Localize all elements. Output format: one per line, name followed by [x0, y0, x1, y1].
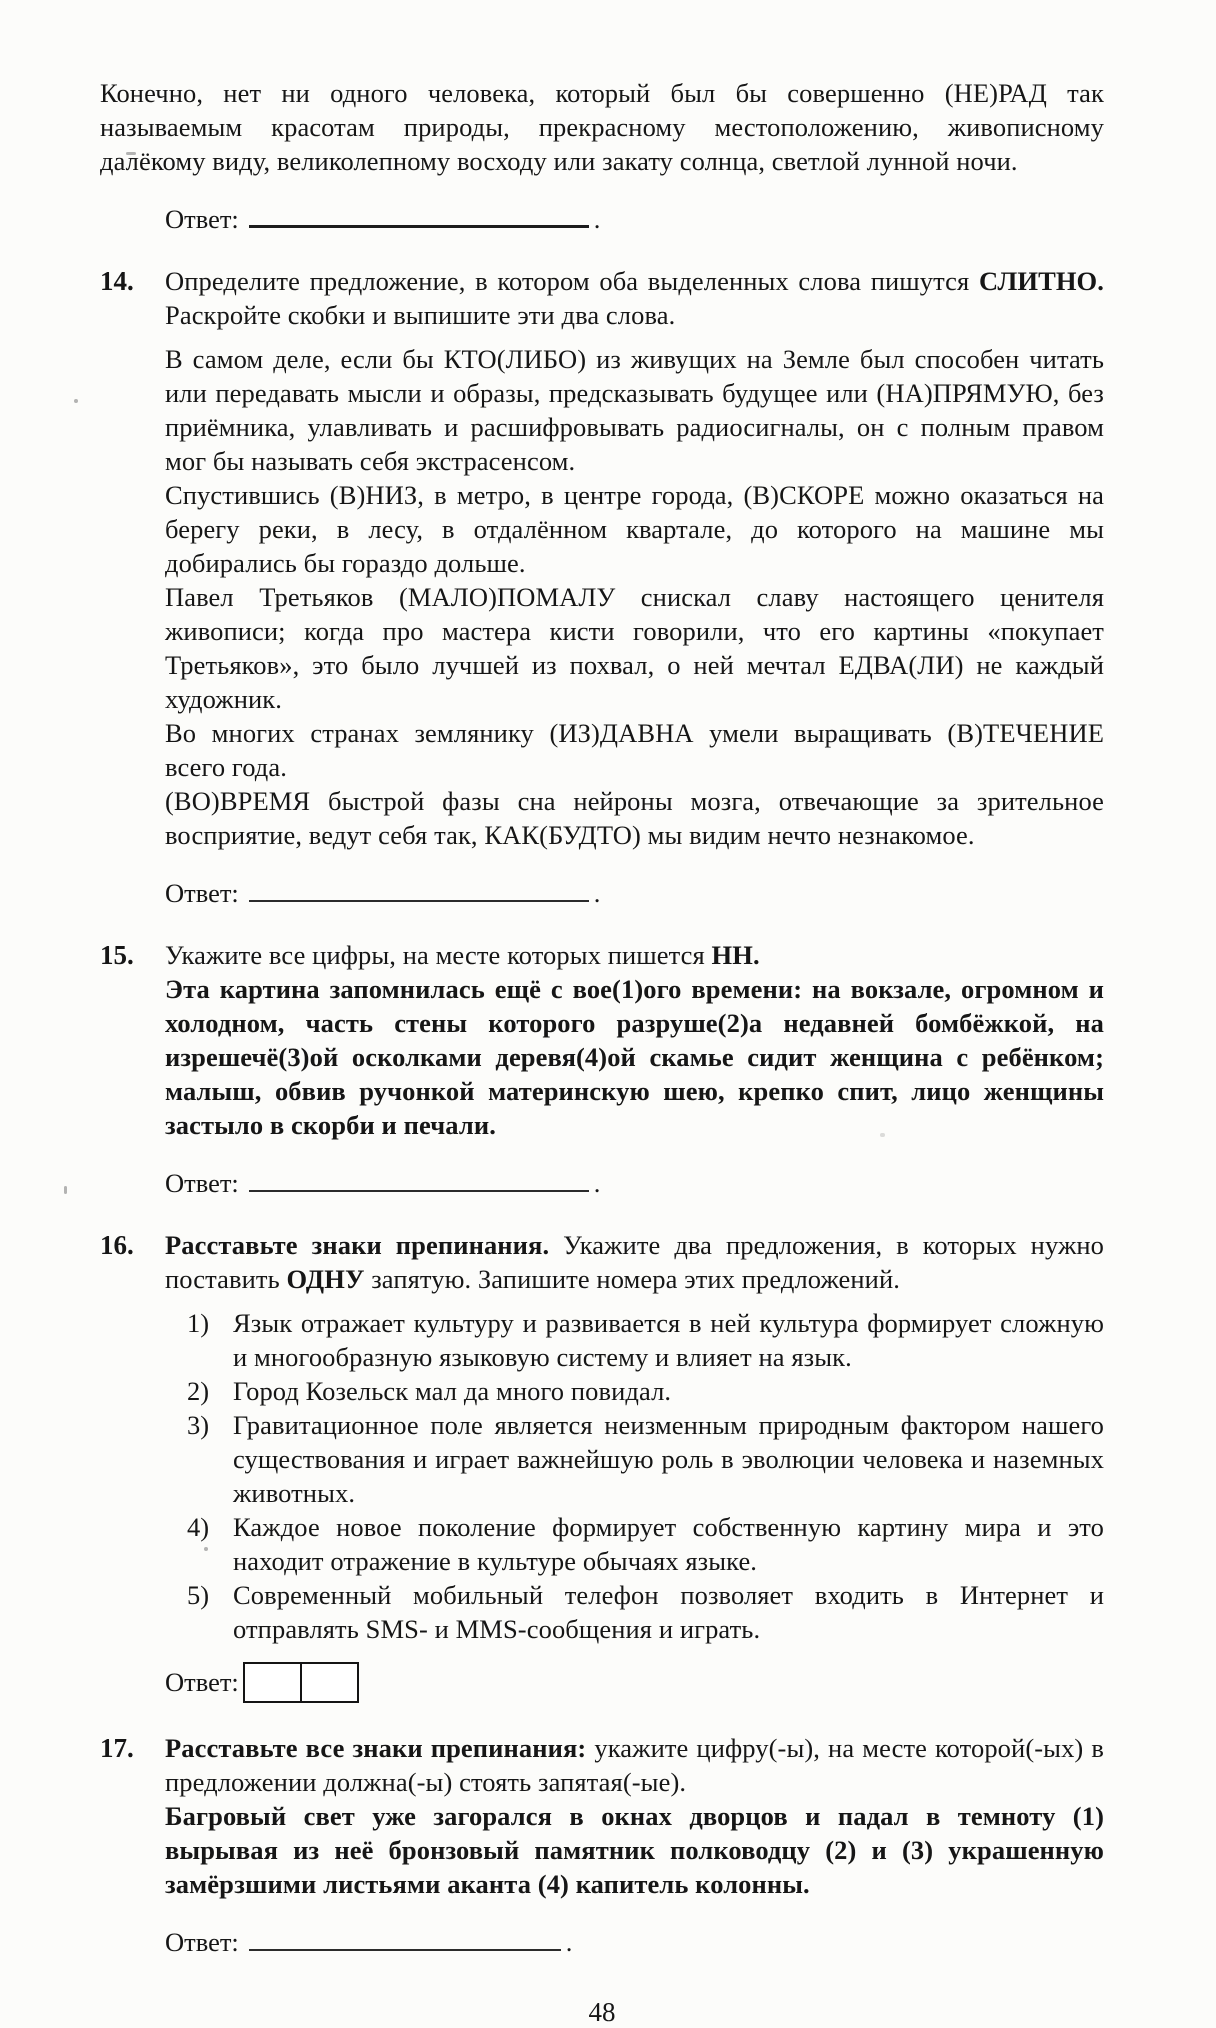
intro-paragraph: Конечно, нет ни одного человека, который был бы совершенно (НЕ)РАД так называемым красотам природы, прекрасному местоположению, живописному далёкому виду, великолепному восходу или закату солнца, светлой лунной ночи.: [100, 78, 1104, 176]
question-14-sentence: Во многих странах землянику (ИЗ)ДАВНА умели выращивать (В)ТЕЧЕНИЕ всего года.: [165, 718, 1104, 782]
option-text: Каждое новое поколение формирует собственную картину мира и это находит отражение в культуре обычаях языке.: [233, 1512, 1104, 1576]
answer-period: .: [565, 1927, 573, 1957]
question-14-number: 14.: [100, 266, 134, 296]
option-row: [187, 1510, 1104, 1578]
question-15-passage: Эта картина запомнилась ещё с вое(1)ого времени: на вокзале, огромном и холодном, часть стены которого разруше(2)а недавней бомбёжкой, на изрешечё(3)ой осколками деревя(4)ой скамье сидит женщина с ребёнком; малыш, обвив ручонкой материнскую шею, крепко спит, лицо женщины застыло в скорби и печали.: [165, 974, 1104, 1140]
answer-line-17: [165, 1925, 1104, 1959]
question-14-sentence: (ВО)ВРЕМЯ быстрой фазы сна нейроны мозга, отвечающие за зрительное восприятие, ведут себя так, КАК(БУДТО) мы видим нечто незнакомое.: [165, 786, 1104, 850]
answer-label: Ответ:: [165, 204, 239, 234]
option-number: 1): [187, 1308, 210, 1338]
question-14: [100, 264, 1104, 852]
page-number: 48: [588, 1997, 616, 2027]
answer-line-15: [165, 1166, 1104, 1200]
question-15: [100, 938, 1104, 1142]
question-17-number: 17.: [100, 1733, 134, 1763]
answer-cell: [245, 1664, 300, 1701]
page-content: [100, 76, 1104, 2028]
question-14-sentence: Спустившись (В)НИЗ, в метро, в центре города, (В)СКОРЕ можно оказаться на берегу реки, в лесу, в отдалённом квартале, до которого на машине мы добирались бы гораздо дольше.: [165, 480, 1104, 578]
scan-speck: [74, 399, 78, 403]
answer-line-16: [165, 1662, 1104, 1703]
answer-blank: [249, 1927, 561, 1951]
option-text: Гравитационное поле является неизменным природным фактором нашего существования и играет важнейшую роль в эволюции человека и наземных животных.: [233, 1410, 1104, 1508]
question-16-header: Расставьте знаки препинания. Укажите два предложения, в которых нужно поставить ОДНУ запятую. Запишите номера этих предложений.: [165, 1230, 1104, 1294]
option-row: [187, 1374, 1104, 1408]
question-17-header: Расставьте все знаки препинания: укажите цифру(-ы), на месте которой(-ых) в предложении должна(-ы) стоять запятая(-ые).: [165, 1733, 1104, 1797]
question-14-header: Определите предложение, в котором оба выделенных слова пишутся СЛИТНО. Раскройте скобки и выпишите эти два слова.: [165, 266, 1104, 330]
answer-period: .: [593, 204, 601, 234]
question-17: [100, 1731, 1104, 1901]
question-17-passage: Багровый свет уже загорался в окнах дворцов и падал в темноту (1) вырывая из неё бронзовый памятник полководцу (2) и (3) украшенную замёрзшими листьями аканта (4) капитель колонны.: [165, 1801, 1104, 1899]
option-row: [187, 1578, 1104, 1646]
option-text: Современный мобильный телефон позволяет входить в Интернет и отправлять SMS- и MMS-сообщения и играть.: [233, 1580, 1104, 1644]
option-number: 2): [187, 1376, 210, 1406]
question-14-sentence: Павел Третьяков (МАЛО)ПОМАЛУ снискал славу настоящего ценителя живописи; когда про мастера кисти говорили, что его картины «покупает Третьяков», это было лучшей из похвал, о ней мечтал ЕДВА(ЛИ) не каждый художник.: [165, 582, 1104, 714]
option-number: 4): [187, 1512, 210, 1542]
answer-cell: [300, 1664, 357, 1701]
option-row: [187, 1408, 1104, 1510]
answer-period: .: [593, 1168, 601, 1198]
question-14-sentence: В самом деле, если бы КТО(ЛИБО) из живущих на Земле был способен читать или передавать мысли и образы, предсказывать будущее или (НА)ПРЯМУЮ, без приёмника, улавливать и расшифровывать радиосигналы, он с полным правом мог бы называть себя экстрасенсом.: [165, 344, 1104, 476]
question-16: [100, 1228, 1104, 1646]
option-number: 3): [187, 1410, 210, 1440]
answer-line-13: [165, 202, 1104, 236]
answer-label: Ответ:: [165, 1927, 239, 1957]
option-text: Язык отражает культуру и развивается в ней культура формирует сложную и многообразную языковую систему и влияет на язык.: [233, 1308, 1104, 1372]
answer-blank: [249, 1168, 589, 1192]
option-number: 5): [187, 1580, 210, 1610]
answer-period: .: [593, 878, 601, 908]
answer-label: Ответ:: [165, 1168, 239, 1198]
scan-speck: [64, 1186, 67, 1194]
answer-label: Ответ:: [165, 878, 239, 908]
question-16-number: 16.: [100, 1230, 134, 1260]
answer-blank: [249, 203, 589, 228]
question-15-number: 15.: [100, 940, 134, 970]
answer-label: Ответ:: [165, 1667, 239, 1697]
answer-blank: [249, 878, 589, 902]
option-text: Город Козельск мал да много повидал.: [233, 1376, 672, 1406]
question-15-header: Укажите все цифры, на месте которых пишется НН.: [165, 940, 760, 970]
option-row: [187, 1306, 1104, 1374]
answer-line-14: [165, 876, 1104, 910]
answer-cell-grid: [243, 1662, 359, 1703]
